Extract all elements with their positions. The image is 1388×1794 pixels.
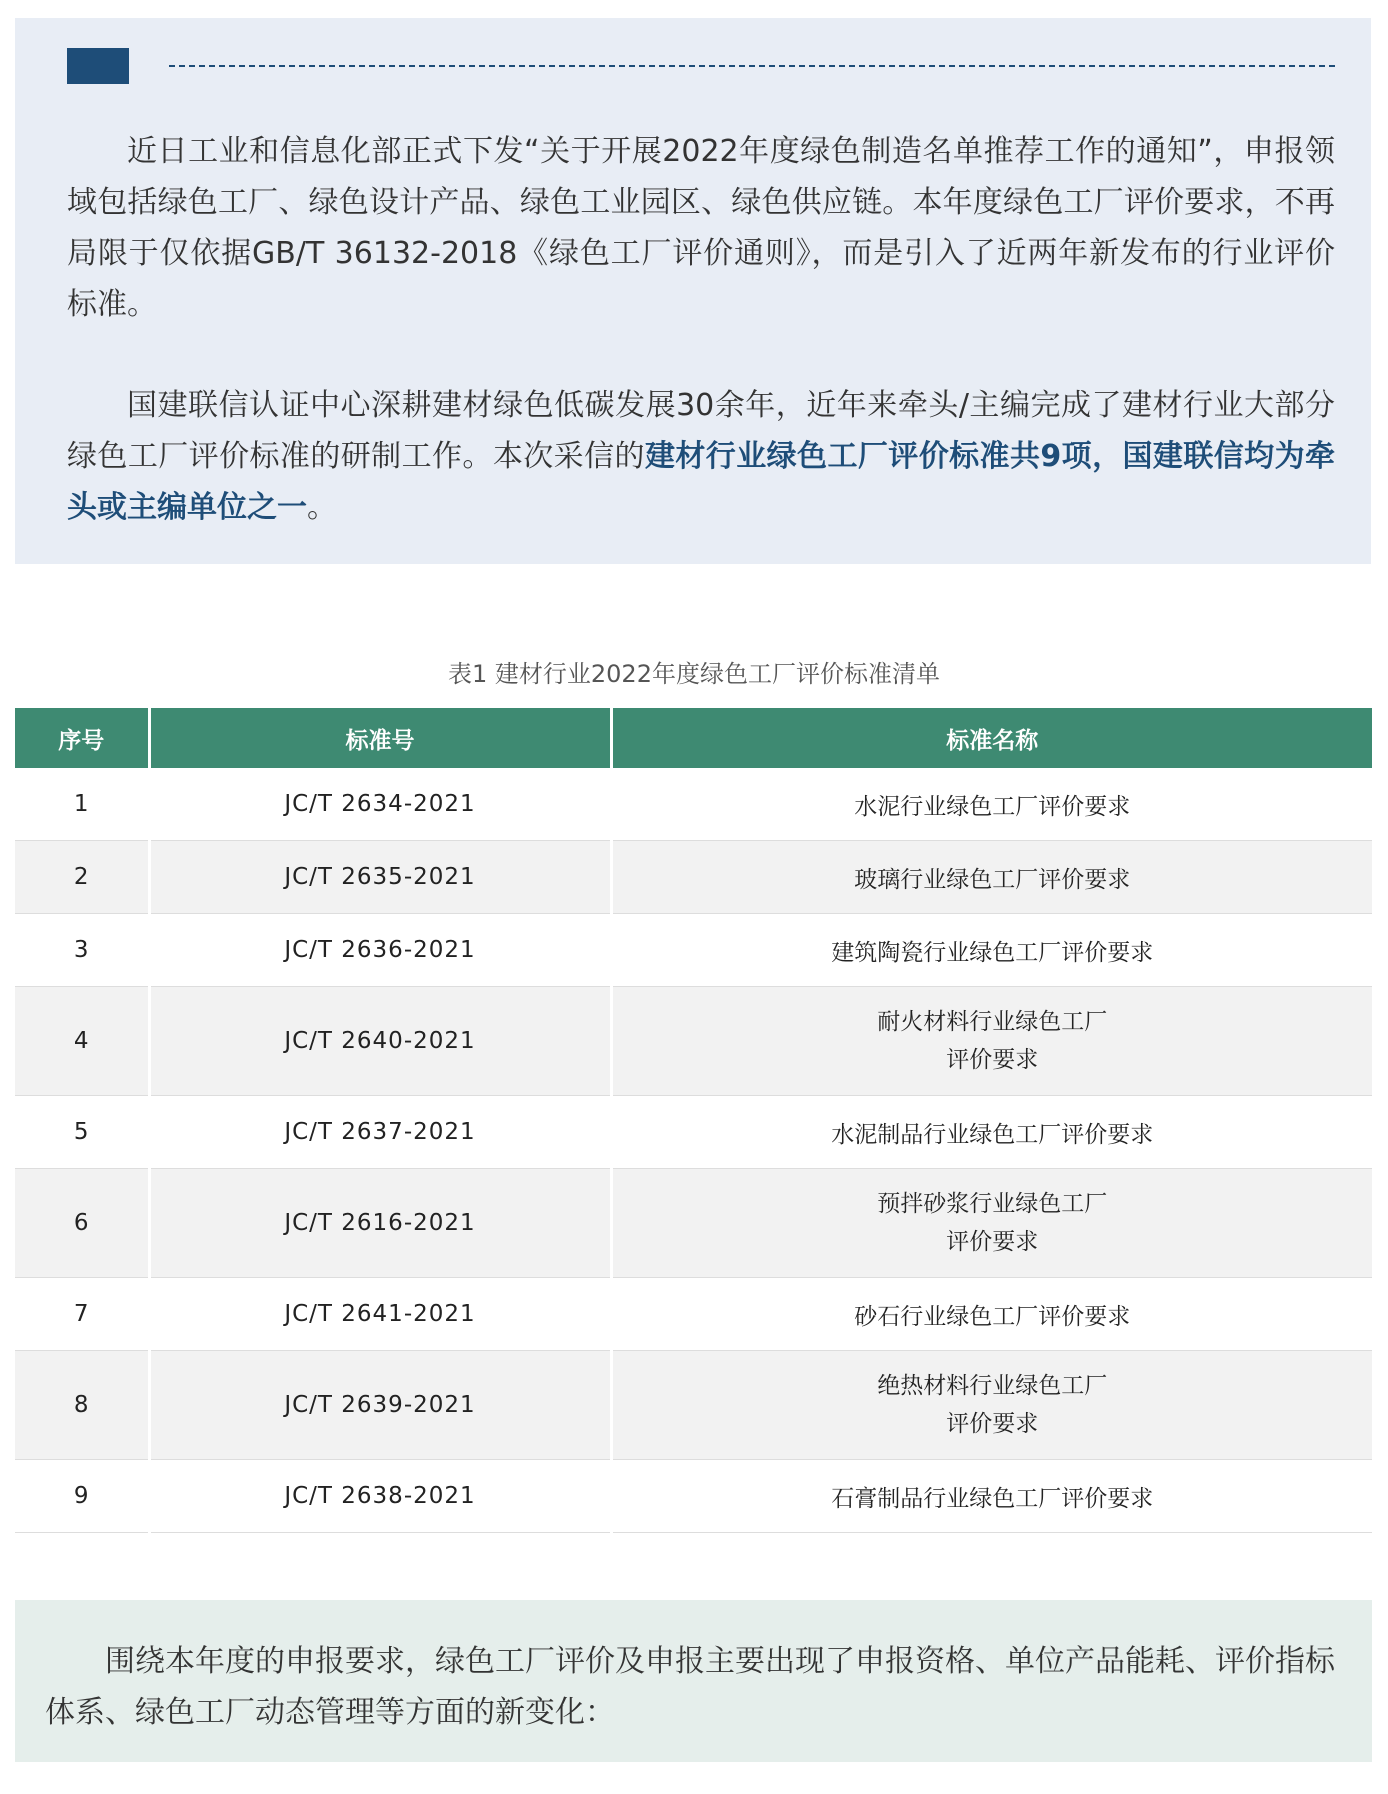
table-header-row — [15, 708, 1372, 768]
outro-paragraph: 围绕本年度的申报要求，绿色工厂评价及申报主要出现了申报资格、单位产品能耗、评价指标体系、绿色工厂动态管理等方面的新变化： — [45, 1644, 1335, 1730]
row-standard-code: JC/T 2640-2021 — [149, 987, 611, 1096]
intro-paragraph-2-end: 。 — [307, 490, 337, 525]
name-line-1: 耐火材料行业绿色工厂 — [877, 1009, 1108, 1035]
row-standard-name: 水泥行业绿色工厂评价要求 — [611, 768, 1372, 841]
row-standard-name: 玻璃行业绿色工厂评价要求 — [611, 841, 1372, 914]
row-index: 5 — [15, 1096, 149, 1169]
dashed-divider — [169, 65, 1335, 67]
table-row — [15, 841, 1372, 914]
table-caption: 表1 建材行业2022年度绿色工厂评价标准清单 — [448, 660, 940, 688]
intro-paragraph-2-text: 国建联信认证中心深耕建材绿色低碳发展30余年，近年来牵头/主编完成了建材行业大部分绿色工厂评价标准的研制工作。本次采信的 — [67, 388, 1335, 474]
name-line-1: 绝热材料行业绿色工厂 — [877, 1373, 1108, 1399]
header-standard-name: 标准名称 — [611, 708, 1372, 768]
header-index: 序号 — [15, 708, 149, 768]
table-row — [15, 768, 1372, 841]
row-standard-code: JC/T 2641-2021 — [149, 1278, 611, 1351]
table-row — [15, 1460, 1372, 1533]
row-index: 3 — [15, 914, 149, 987]
row-standard-code: JC/T 2638-2021 — [149, 1460, 611, 1533]
name-line-2: 评价要求 — [946, 1229, 1039, 1255]
standards-table — [15, 708, 1372, 1533]
row-standard-name: 建筑陶瓷行业绿色工厂评价要求 — [611, 914, 1372, 987]
row-standard-name — [611, 1169, 1372, 1278]
table-row — [15, 1351, 1372, 1460]
row-index: 6 — [15, 1169, 149, 1278]
row-standard-name: 水泥制品行业绿色工厂评价要求 — [611, 1096, 1372, 1169]
row-standard-code: JC/T 2636-2021 — [149, 914, 611, 987]
row-index: 1 — [15, 768, 149, 841]
name-line-1: 预拌砂浆行业绿色工厂 — [877, 1191, 1108, 1217]
row-standard-code: JC/T 2616-2021 — [149, 1169, 611, 1278]
intro-paragraph-2 — [67, 380, 1335, 533]
name-line-2: 评价要求 — [946, 1411, 1039, 1437]
row-standard-code: JC/T 2637-2021 — [149, 1096, 611, 1169]
row-index: 2 — [15, 841, 149, 914]
intro-paragraph-1: 近日工业和信息化部正式下发“关于开展2022年度绿色制造名单推荐工作的通知”，申报领域包括绿色工厂、绿色设计产品、绿色工业园区、绿色供应链。本年度绿色工厂评价要求，不再局限于仅依据GB/T 36132-2018《绿色工厂评价通则》，而是引入了近两年新发布的行业评价标准。 — [67, 134, 1335, 322]
row-index: 4 — [15, 987, 149, 1096]
outro-section — [15, 1600, 1372, 1762]
row-standard-code: JC/T 2634-2021 — [149, 768, 611, 841]
row-index: 8 — [15, 1351, 149, 1460]
row-standard-name — [611, 1351, 1372, 1460]
row-standard-name: 石膏制品行业绿色工厂评价要求 — [611, 1460, 1372, 1533]
row-index: 7 — [15, 1278, 149, 1351]
row-standard-code: JC/T 2635-2021 — [149, 841, 611, 914]
table-row — [15, 1169, 1372, 1278]
row-standard-code: JC/T 2639-2021 — [149, 1351, 611, 1460]
intro-section — [15, 18, 1371, 564]
table-row — [15, 914, 1372, 987]
table-row — [15, 1096, 1372, 1169]
section-marker — [67, 48, 129, 84]
table-row — [15, 1278, 1372, 1351]
row-standard-name: 砂石行业绿色工厂评价要求 — [611, 1278, 1372, 1351]
table-row — [15, 987, 1372, 1096]
intro-highlight-text: 建材行业绿色工厂评价标准共9项，国建联信均为牵头或主编单位之一 — [67, 439, 1335, 525]
header-standard-code: 标准号 — [149, 708, 611, 768]
row-index: 9 — [15, 1460, 149, 1533]
row-standard-name — [611, 987, 1372, 1096]
name-line-2: 评价要求 — [946, 1047, 1039, 1073]
